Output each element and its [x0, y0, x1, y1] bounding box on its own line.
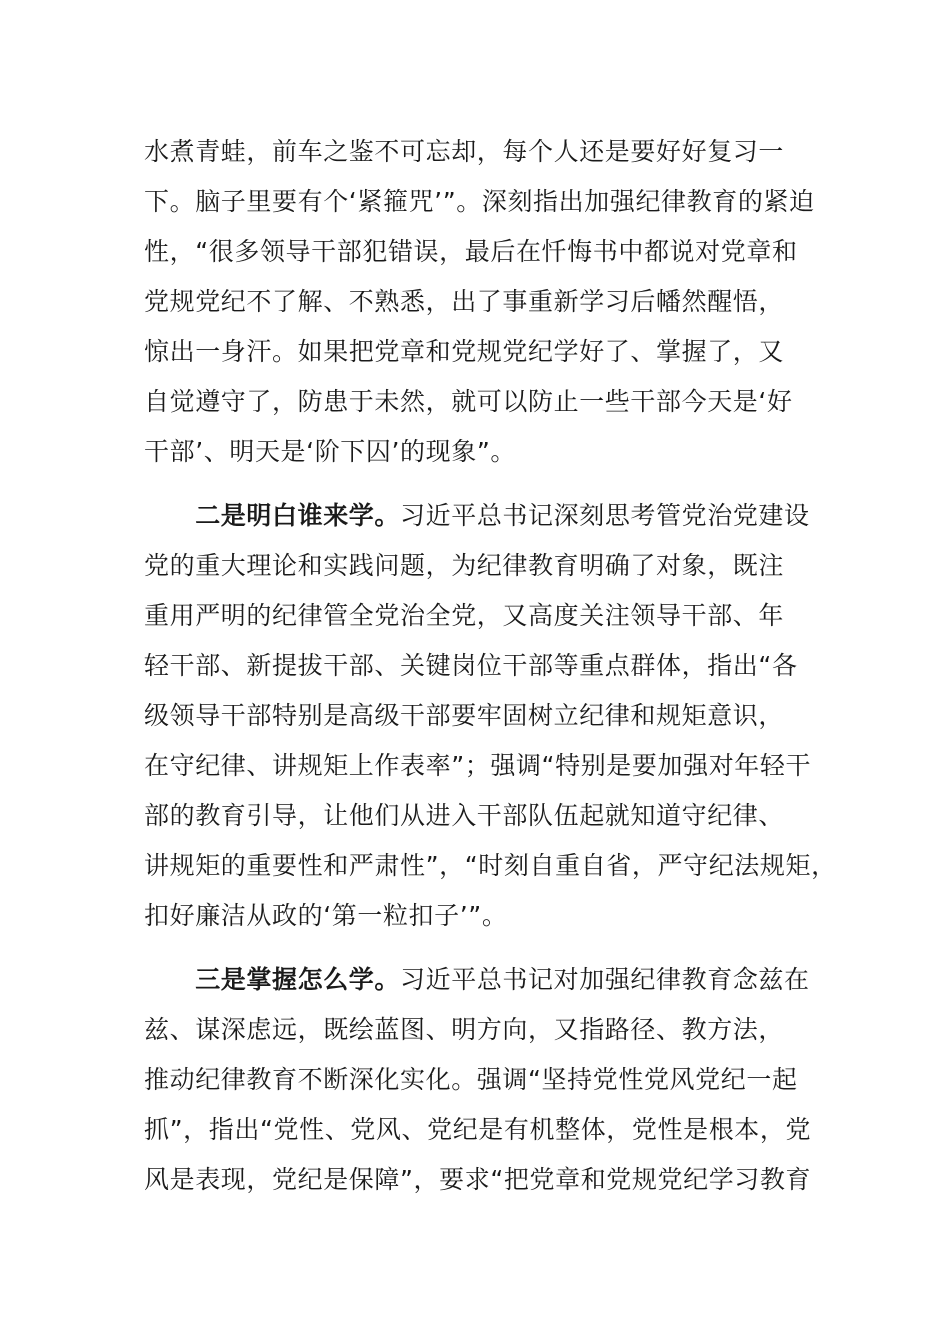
paragraph-line: 部的教育引导，让他们从进入干部队伍起就知道守纪律、: [144, 801, 785, 830]
paragraph-first-line: [144, 491, 834, 541]
section-heading: 三是掌握怎么学。: [195, 965, 401, 994]
paragraph-text: 习近平总书记对加强纪律教育念兹在: [400, 965, 810, 994]
paragraph-line: 轻干部、新提拔干部、关键岗位干部等重点群体，指出“各: [144, 651, 798, 680]
paragraph-line: 扣好廉洁从政的‘第一粒扣子’”。: [144, 901, 508, 930]
paragraph-1: [144, 127, 834, 477]
paragraph-line: 干部’、明天是‘阶下囚’的现象”。: [144, 437, 516, 466]
document-body: [144, 127, 837, 1205]
paragraph-line: 下。脑子里要有个‘紧箍咒’”。深刻指出加强纪律教育的紧迫: [144, 187, 815, 216]
paragraph-line: 抓”，指出“党性、党风、党纪是有机整体，党性是根本，党: [144, 1115, 812, 1144]
paragraph-line: 兹、谋深虑远，既绘蓝图、明方向，又指路径、教方法，: [144, 1015, 785, 1044]
paragraph-line: 水煮青蛙，前车之鉴不可忘却，每个人还是要好好复习一: [144, 137, 785, 166]
paragraph-line: 自觉遵守了，防患于未然，就可以防止一些干部今天是‘好: [144, 387, 793, 416]
paragraph-line: 推动纪律教育不断深化实化。强调“坚持党性党风党纪一起: [144, 1065, 798, 1094]
paragraph-line: 党规党纪不了解、不熟悉，出了事重新学习后幡然醒悟，: [144, 287, 785, 316]
paragraph-line: 在守纪律、讲规矩上作表率”；强调“特别是要加强对年轻干: [144, 751, 812, 780]
section-heading: 二是明白谁来学。: [195, 501, 401, 530]
paragraph-2: [144, 491, 837, 941]
paragraph-3: [144, 955, 834, 1205]
paragraph-text: 习近平总书记深刻思考管党治党建设: [400, 501, 810, 530]
paragraph-line: 讲规矩的重要性和严肃性”，“时刻自重自省，严守纪法规矩，: [144, 851, 837, 880]
paragraph-line: 级领导干部特别是高级干部要牢固树立纪律和规矩意识，: [144, 701, 785, 730]
paragraph-line: 性，“很多领导干部犯错误，最后在忏悔书中都说对党章和: [144, 237, 798, 266]
paragraph-line: 风是表现，党纪是保障”，要求“把党章和党规党纪学习教育: [144, 1165, 812, 1194]
paragraph-line: 惊出一身汗。如果把党章和党规党纪学好了、掌握了，又: [144, 337, 785, 366]
paragraph-first-line: [144, 955, 834, 1005]
paragraph-line: 重用严明的纪律管全党治全党，又高度关注领导干部、年: [144, 601, 785, 630]
paragraph-line: 党的重大理论和实践问题，为纪律教育明确了对象，既注: [144, 551, 785, 580]
